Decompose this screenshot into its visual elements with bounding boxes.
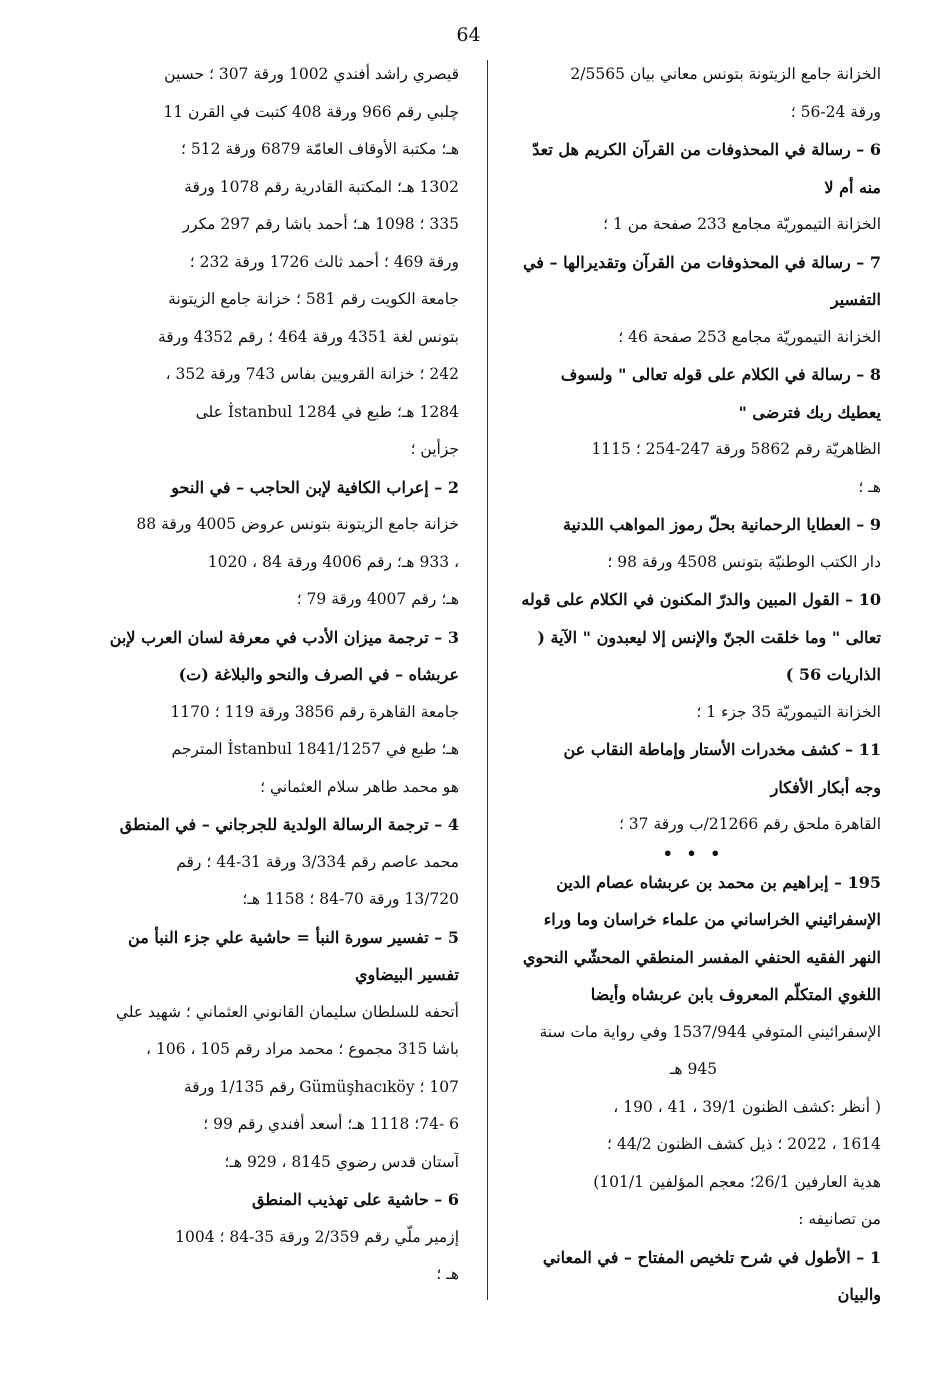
right-column-line: الإسفرائيني المتوفي 1537/944 وفي رواية مات سنة	[539, 1022, 881, 1041]
left-column-line: هـ ؛	[436, 1265, 459, 1283]
left-column-line: 2 – إعراب الكافية لإبن الحاجب – في النحو	[171, 477, 459, 497]
right-column-line: الظاهريّة رقم 5862 ورقة 247-254 ؛ 1115	[591, 440, 881, 458]
left-column-line: ، 933 هـ؛ رقم 4006 ورقة 84 ، 1020	[207, 552, 459, 571]
right-column-line: 6 – رسالة في المحذوفات من القرآن الكريم هل تعدّ	[532, 140, 881, 159]
left-column-line: عربشاه – في الصرف والنحو والبلاغة (ت)	[178, 665, 459, 684]
left-column-line: 5 – تفسير سورة النبأ = حاشية علي جزء النبأ من	[128, 927, 459, 947]
left-column-line: 6 -74؛ 1118 هـ؛ أسعد أفندي رقم 99 ؛	[203, 1115, 459, 1133]
right-column	[506, 56, 881, 1314]
right-column-line: 7 – رسالة في المحذوفات من القرآن وتقديرالها – في	[522, 252, 881, 272]
right-column-line: 195 – إبراهيم بن محمد بن عربشاه عصام الدين	[556, 872, 881, 892]
right-column-line: منه أم لا	[824, 177, 881, 197]
left-column-line: 13/720 ورقة 70-84 ؛ 1158 هـ؛	[242, 890, 459, 908]
right-column-line: ورقة 24-56 ؛	[790, 102, 881, 121]
left-column-line: هو محمد طاهر سلام العثماني ؛	[260, 777, 459, 796]
right-column-line: 8 – رسالة في الكلام على قوله تعالى " ولسوف	[560, 365, 881, 384]
right-column-line: الخزانة جامع الزيتونة بتونس معاني بيان 2/5565	[570, 65, 881, 83]
right-column-line: التفسير	[830, 290, 881, 309]
right-column-line: من تصانيفه :	[798, 1210, 881, 1228]
left-column-line: هـ؛ مكتبة الأوقاف العامّة 6879 ورقة 512 ؛	[180, 140, 459, 158]
left-column-line: هـ؛ طبع في İstanbul 1841/1257 المترجم	[171, 740, 459, 758]
right-column-line: الإسفرائيني الخراساني من علماء خراسان وما وراء	[543, 910, 881, 929]
left-column-line: جامعة الكويت رقم 581 ؛ خزانة جامع الزيتونة	[168, 290, 459, 308]
left-column-line: محمد عاصم رقم 3/334 ورقة 31-44 ؛ رقم	[176, 852, 459, 871]
right-column-line: الخزانة التيموريّة 35 جزء 1 ؛	[696, 702, 881, 721]
left-column-line: جامعة القاهرة رقم 3856 ورقة 119 ؛ 1170	[170, 702, 459, 721]
left-column-line: 3 – ترجمة ميزان الأدب في معرفة لسان العرب لإبن	[109, 627, 459, 647]
left-column-line: 6 – حاشية على تهذيب المنطق	[251, 1190, 459, 1209]
right-column-line: 9 – العطايا الرحمانية بحلّ رموز المواهب اللدنية	[562, 515, 881, 534]
left-column-line: إزمير ملّي رقم 2/359 ورقة 35-84 ؛ 1004	[175, 1227, 459, 1246]
right-column-line: ( أنظر :كشف الظنون 39/1 ، 41 ، 190 ،	[613, 1097, 881, 1116]
right-column-line: اللغوي المتكلّم المعروف بابن عربشاه وأيضا	[590, 985, 881, 1004]
right-column-line: 1614 ، 2022 ؛ ذيل كشف الظنون 44/2 ؛	[606, 1135, 881, 1153]
left-column-line: آستان قدس رضوي 8145 ، 929 هـ؛	[224, 1152, 459, 1171]
right-column-line: النهر الفقيه الحنفي المفسر المنطقي المحشّي النحوي	[522, 947, 881, 967]
right-column-line: القاهرة ملحق رقم 21266/ب ورقة 37 ؛	[618, 815, 881, 833]
left-column-line: 335 ؛ 1098 هـ؛ أحمد باشا رقم 297 مكرر	[182, 215, 459, 233]
right-column-line: الخزانة التيموريّة مجامع 233 صفحة من 1 ؛	[603, 215, 881, 233]
left-column-line: قيصري راشد أفندي 1002 ورقة 307 ؛ حسين	[164, 65, 459, 83]
left-column	[84, 56, 459, 1294]
left-column-line: 107 ؛ Gümüşhacıköy رقم 1/135 ورقة	[183, 1077, 459, 1096]
left-column-line: 242 ؛ خزانة القرويين بفاس 743 ورقة 352 ،	[165, 365, 459, 383]
left-column-line: چلبي رقم 966 ورقة 408 كتبت في القرن 11	[163, 102, 459, 121]
right-column-line: 945 هـ	[669, 1060, 718, 1078]
page-number: 64	[456, 24, 481, 46]
right-column-line: تعالى " وما خلقت الجنّ والإنس إلا ليعبدون " الآية (	[537, 627, 881, 647]
right-column-line: الخزانة التيموريّة مجامع 253 صفحة 46 ؛	[618, 327, 881, 346]
left-column-line: خزانة جامع الزيتونة بتونس عروض 4005 ورقة 88	[136, 515, 459, 533]
right-column-line: 11 – كشف مخدرات الأستار وإماطة النقاب عن	[563, 740, 881, 759]
left-column-line: أتحفه للسلطان سليمان القانوني العثماني ؛ شهيد علي	[115, 1002, 459, 1021]
right-column-line: والبيان	[837, 1285, 881, 1304]
right-column-line: 10 – القول المبين والدرّ المكنون في الكلام على قوله	[521, 590, 881, 609]
left-column-line: 4 – ترجمة الرسالة الولدية للجرجاني – في المنطق	[119, 815, 459, 834]
left-column-line: باشا 315 مجموع ؛ محمد مراد رقم 105 ، 106 ،	[146, 1040, 459, 1058]
left-column-line: بتونس لغة 4351 ورقة 464 ؛ رقم 4352 ورقة	[157, 327, 459, 346]
right-column-line: دار الكتب الوطنيّة بتونس 4508 ورقة 98 ؛	[607, 552, 881, 571]
right-column-line: هدية العارفين 26/1؛ معجم المؤلفين 101/1)	[593, 1172, 881, 1191]
right-column-line: الذاريات 56 )	[785, 665, 881, 684]
right-column-line: يعطيك ربك فترضى "	[738, 402, 881, 422]
left-column-line: جزأين ؛	[410, 440, 459, 458]
right-column-line: 1 – الأطول في شرح تلخيص المفتاح – في المعاني	[542, 1247, 881, 1267]
column-divider	[487, 60, 488, 1300]
left-column-line: هـ؛ رقم 4007 ورقة 79 ؛	[296, 590, 459, 608]
right-column-line: • • •	[662, 843, 725, 863]
left-column-line: تفسير البيضاوي	[354, 965, 459, 984]
right-column-line: هـ ؛	[858, 477, 881, 496]
left-column-line: 1302 هـ؛ المكتبة القادرية رقم 1078 ورقة	[184, 177, 459, 196]
right-column-line: وجه أبكار الأفكار	[770, 777, 881, 797]
left-column-line: ورقة 469 ؛ أحمد ثالث 1726 ورقة 232 ؛	[189, 252, 459, 271]
left-column-line: 1284 هـ؛ طبع في İstanbul 1284 على	[195, 402, 459, 421]
